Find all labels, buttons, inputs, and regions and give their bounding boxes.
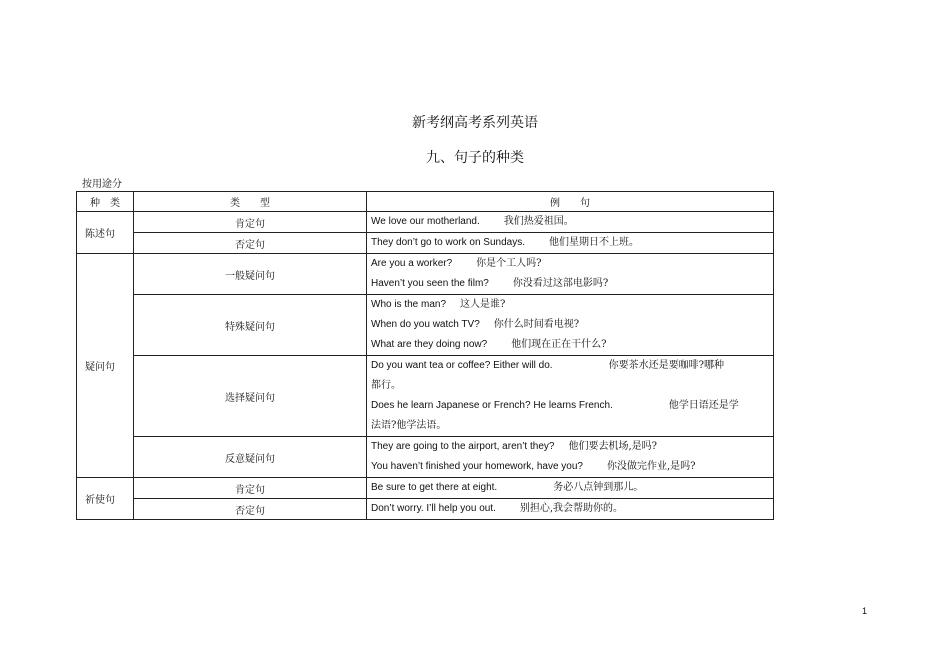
example-chinese: 你没做完作业,是吗? — [607, 461, 696, 472]
example-cell — [367, 356, 774, 437]
example-chinese-continued: 法语?他学法语。 — [371, 420, 447, 431]
document-title: 新考纲高考系列英语 — [412, 115, 538, 131]
example-cell — [367, 233, 774, 254]
example-english: Do you want tea or coffee? Either will do. — [371, 360, 553, 371]
example-cell — [367, 499, 774, 520]
type-tag-question: 反意疑问句 — [134, 437, 367, 478]
page-number: 1 — [862, 606, 868, 616]
example-english: Does he learn Japanese or French? He learns French. — [371, 400, 613, 411]
example-english: Haven’t you seen the film? — [371, 278, 489, 289]
example-cell — [367, 437, 774, 478]
example-english: They are going to the airport, aren’t they? — [371, 441, 555, 452]
example-english: We love our motherland. — [371, 216, 480, 227]
table-row — [77, 356, 774, 437]
example-english: You haven’t finished your homework, have you? — [371, 461, 583, 472]
example-cell — [367, 212, 774, 233]
header-category: 种 类 — [77, 192, 134, 212]
example-cell — [367, 295, 774, 356]
table-row — [77, 233, 774, 254]
table-row — [77, 212, 774, 233]
example-chinese-continued: 都行。 — [371, 380, 401, 391]
example-chinese: 你是个工人吗? — [476, 258, 542, 269]
example-english: Don’t worry. I’ll help you out. — [371, 503, 496, 514]
type-special-question: 特殊疑问句 — [134, 295, 367, 356]
header-example: 例 句 — [367, 192, 774, 212]
category-declarative: 陈述句 — [77, 212, 134, 254]
header-type: 类 型 — [134, 192, 367, 212]
example-english: Be sure to get there at eight. — [371, 482, 498, 493]
example-english: When do you watch TV? — [371, 319, 480, 330]
example-chinese: 你没看过这部电影吗? — [512, 278, 609, 289]
example-english: What are they doing now? — [371, 339, 488, 350]
type-affirmative: 肯定句 — [134, 478, 367, 499]
category-interrogative: 疑问句 — [77, 254, 134, 478]
table-caption: 按用途分 — [82, 179, 122, 190]
example-chinese: 你什么时间看电视? — [493, 319, 580, 330]
example-chinese: 这人是谁? — [460, 299, 506, 310]
example-chinese: 你要茶水还是要咖啡?哪种 — [608, 360, 724, 371]
example-english: They don’t go to work on Sundays. — [371, 237, 525, 248]
example-chinese: 他学日语还是学 — [668, 400, 739, 411]
example-chinese: 我们热爱祖国。 — [503, 216, 574, 227]
type-negative: 否定句 — [134, 499, 367, 520]
table-row — [77, 437, 774, 478]
example-cell — [367, 478, 774, 499]
sentence-types-table — [76, 191, 774, 520]
table-row — [77, 295, 774, 356]
example-english: Who is the man? — [371, 299, 447, 310]
example-chinese: 务必八点钟到那儿。 — [553, 482, 644, 493]
example-english: Are you a worker? — [371, 258, 453, 269]
type-affirmative: 肯定句 — [134, 212, 367, 233]
table-header-row — [77, 192, 774, 212]
type-alternative-question: 选择疑问句 — [134, 356, 367, 437]
example-chinese: 他们星期日不上班。 — [548, 237, 639, 248]
example-chinese: 他们要去机场,是吗? — [568, 441, 657, 452]
example-chinese: 别担心,我会帮助你的。 — [519, 503, 624, 514]
example-cell — [367, 254, 774, 295]
document-subtitle: 九、句子的种类 — [426, 150, 524, 166]
example-chinese: 他们现在正在干什么? — [511, 339, 607, 350]
table-row — [77, 254, 774, 295]
type-general-question: 一般疑问句 — [134, 254, 367, 295]
type-negative: 否定句 — [134, 233, 367, 254]
table-row — [77, 499, 774, 520]
category-imperative: 祈使句 — [77, 478, 134, 520]
table-row — [77, 478, 774, 499]
